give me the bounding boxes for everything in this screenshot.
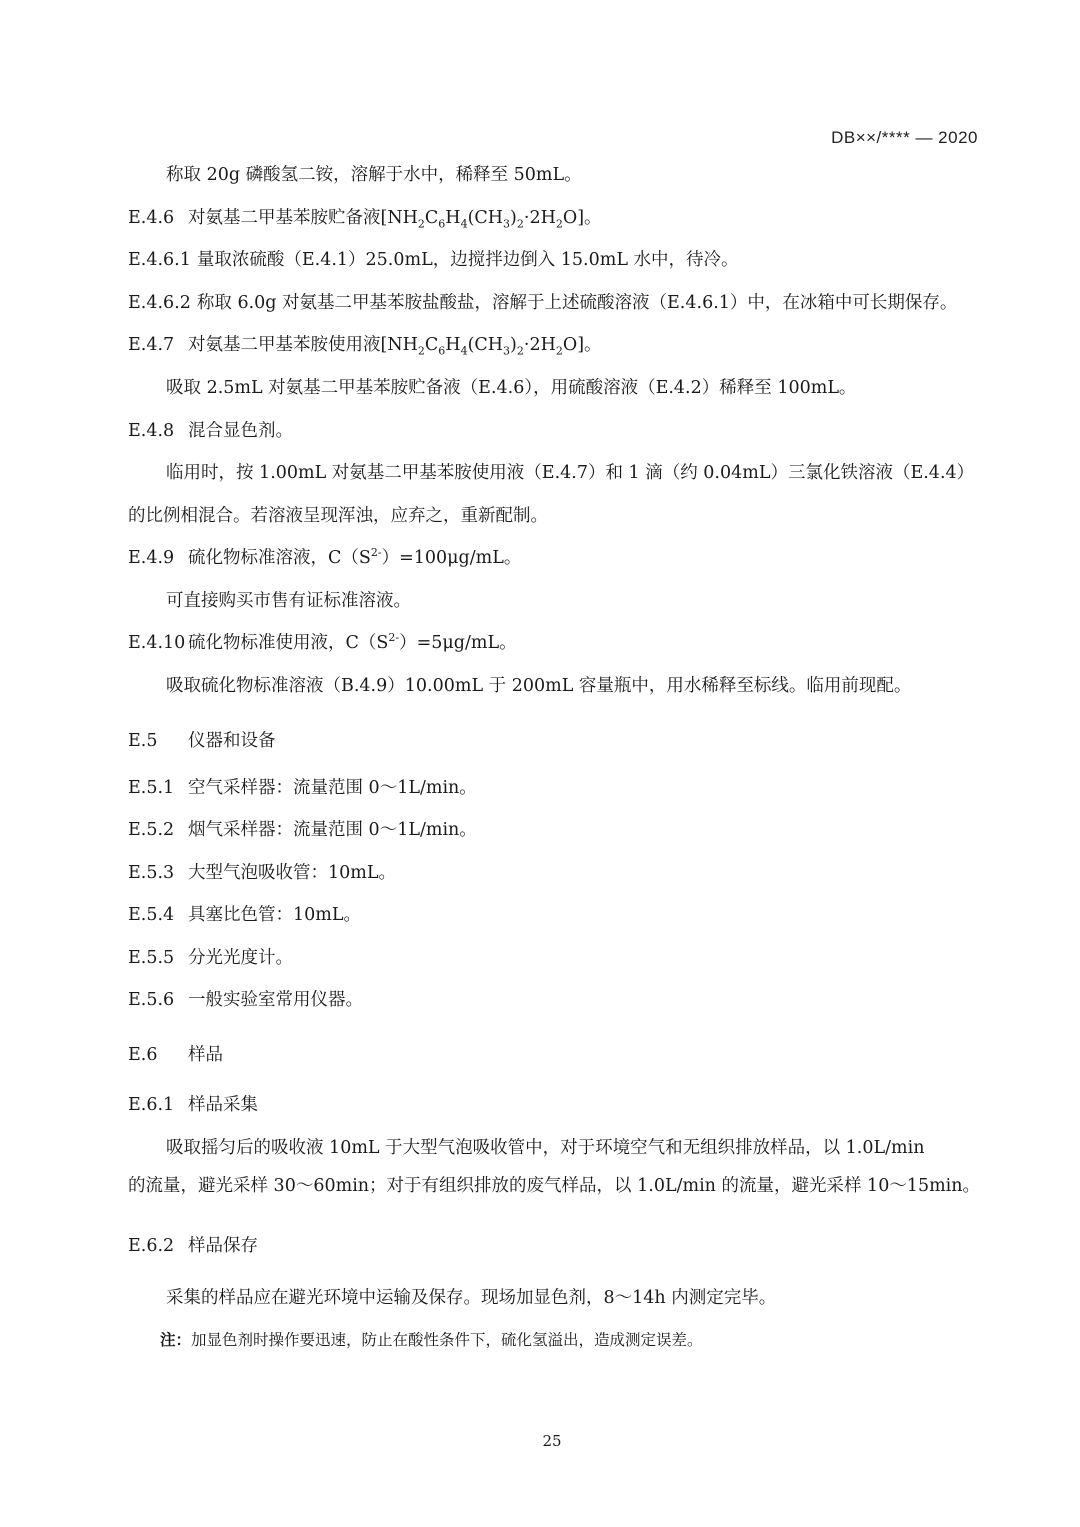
note-label: 注：: [160, 1331, 192, 1349]
clause-number: E.5.1: [128, 778, 175, 798]
section-number: E.5: [128, 731, 158, 751]
clause-e-6-2: [128, 1234, 980, 1258]
clause-e-4-7: [128, 333, 980, 357]
clause-number: E.5.3: [128, 863, 175, 883]
clause-e-5-3: [128, 861, 980, 885]
clause-e-5-1: [128, 776, 980, 800]
clause-text: 硫化物标准使用液，$C(S^{2-})=5\mu g/mL$。: [188, 631, 517, 653]
clause-text: 称取 6.0g 对氨基二甲基苯胺盐酸盐，溶解于上述硫酸溶液（E.4.6.1）中，在冰箱中可长期保存。: [196, 293, 958, 313]
clause-text: 烟气采样器：流量范围 0～1L/min。: [188, 820, 477, 840]
paragraph-text: 吸取摇匀后的吸收液 10mL 于大型气泡吸收管中，对于环境空气和无组织排放样品，以 1.0L/min: [166, 1138, 925, 1158]
clause-text: 硫化物标准溶液，$C(S^{2-})=100\mu g/mL$。: [188, 546, 522, 568]
clause-text: 分光光度计。: [188, 948, 293, 968]
paragraph-text: 可直接购买市售有证标准溶液。: [166, 591, 411, 611]
paragraph-line: [166, 461, 980, 485]
clause-number: E.5.4: [128, 905, 175, 925]
clause-number: E.5.2: [128, 820, 175, 840]
paragraph-line: [166, 674, 1018, 698]
clause-number: E.4.7: [128, 335, 175, 355]
clause-e-6-1: [128, 1093, 980, 1117]
clause-e-4-6-1: [128, 248, 980, 272]
clause-text: 大型气泡吸收管：10mL。: [188, 863, 396, 883]
clause-number: E.4.8: [128, 421, 175, 441]
clause-text: 空气采样器：流量范围 0～1L/min。: [188, 778, 477, 798]
clause-e-4-6: [128, 206, 980, 230]
clause-text: 具塞比色管：10mL。: [188, 905, 361, 925]
clause-number: E.4.6: [128, 208, 175, 228]
clause-e-5-4: [128, 903, 980, 927]
clause-e-5-5: [128, 946, 980, 970]
note: [160, 1328, 703, 1350]
clause-text: 样品采集: [188, 1095, 258, 1115]
paragraph-line: [166, 1286, 1018, 1310]
clause-number: E.4.9: [128, 548, 175, 568]
clause-number: E.6.2: [128, 1236, 175, 1256]
paragraph-text: 吸取 2.5mL 对氨基二甲基苯胺贮备液（E.4.6），用硫酸溶液（E.4.2）稀释至 100mL。: [166, 378, 857, 398]
paragraph-line: [166, 589, 1018, 613]
clause-number: E.4.6.1: [128, 250, 191, 270]
note-text: 加显色剂时操作要迅速，防止在酸性条件下，硫化氢溢出，造成测定误差。: [191, 1331, 703, 1349]
clause-text: 混合显色剂。: [188, 421, 293, 441]
clause-text: 样品保存: [188, 1236, 258, 1256]
clause-e-5-2: [128, 818, 980, 842]
clause-e-5-6: [128, 988, 980, 1012]
paragraph-text: 采集的样品应在避光环境中运输及保存。现场加显色剂，8～14h 内测定完毕。: [166, 1288, 777, 1308]
page-number: 25: [542, 1432, 562, 1450]
section-e-6: [128, 1043, 980, 1067]
paragraph-text: 的比例相混合。若溶液呈现浑浊，应弃之，重新配制。: [128, 506, 548, 526]
clause-e-4-10: [128, 631, 980, 655]
document-code-header: DB××/**** — 2020: [831, 128, 978, 147]
clause-text: 对氨基二甲基苯胺贮备液$[NH_2C_6H_4(CH_3)_2\cdot 2H_2O]$。: [188, 208, 602, 231]
paragraph-text: 的流量，避光采样 30～60min；对于有组织排放的废气样品，以 1.0L/min 的流量，避光采样 10～15min。: [128, 1176, 981, 1196]
clause-number: E.4.10: [128, 633, 186, 653]
clause-number: E.5.6: [128, 990, 175, 1010]
paragraph-text: 称取 20g 磷酸氢二铵，溶解于水中，稀释至 50mL。: [166, 165, 582, 185]
clause-number: E.5.5: [128, 948, 175, 968]
clause-e-4-9: [128, 546, 980, 570]
paragraph-line: [166, 1136, 980, 1160]
paragraph-line: [128, 1174, 980, 1198]
clause-number: E.4.6.2: [128, 293, 191, 313]
section-title: 仪器和设备: [188, 731, 276, 751]
clause-e-4-8: [128, 419, 980, 443]
section-number: E.6: [128, 1045, 158, 1065]
clause-text: 对氨基二甲基苯胺使用液$[NH_2C_6H_4(CH_3)_2\cdot 2H_2O]$。: [188, 335, 602, 358]
paragraph-line: [166, 163, 1018, 187]
paragraph-line: [166, 376, 1018, 400]
section-title: 样品: [188, 1045, 223, 1065]
paragraph-text: 吸取硫化物标准溶液（B.4.9）10.00mL 于 200mL 容量瓶中，用水稀释至标线。临用前现配。: [166, 676, 912, 696]
clause-text: 量取浓硫酸（E.4.1）25.0mL，边搅拌边倒入 15.0mL 水中，待冷。: [196, 250, 739, 270]
clause-e-4-6-2: [128, 291, 980, 315]
clause-number: E.6.1: [128, 1095, 175, 1115]
section-e-5: [128, 729, 980, 753]
clause-text: 一般实验室常用仪器。: [188, 990, 363, 1010]
paragraph-line: [128, 504, 980, 528]
paragraph-text: 临用时，按 1.00mL 对氨基二甲基苯胺使用液（E.4.7）和 1 滴（约 0.04mL）三氯化铁溶液（E.4.4）: [166, 463, 975, 483]
